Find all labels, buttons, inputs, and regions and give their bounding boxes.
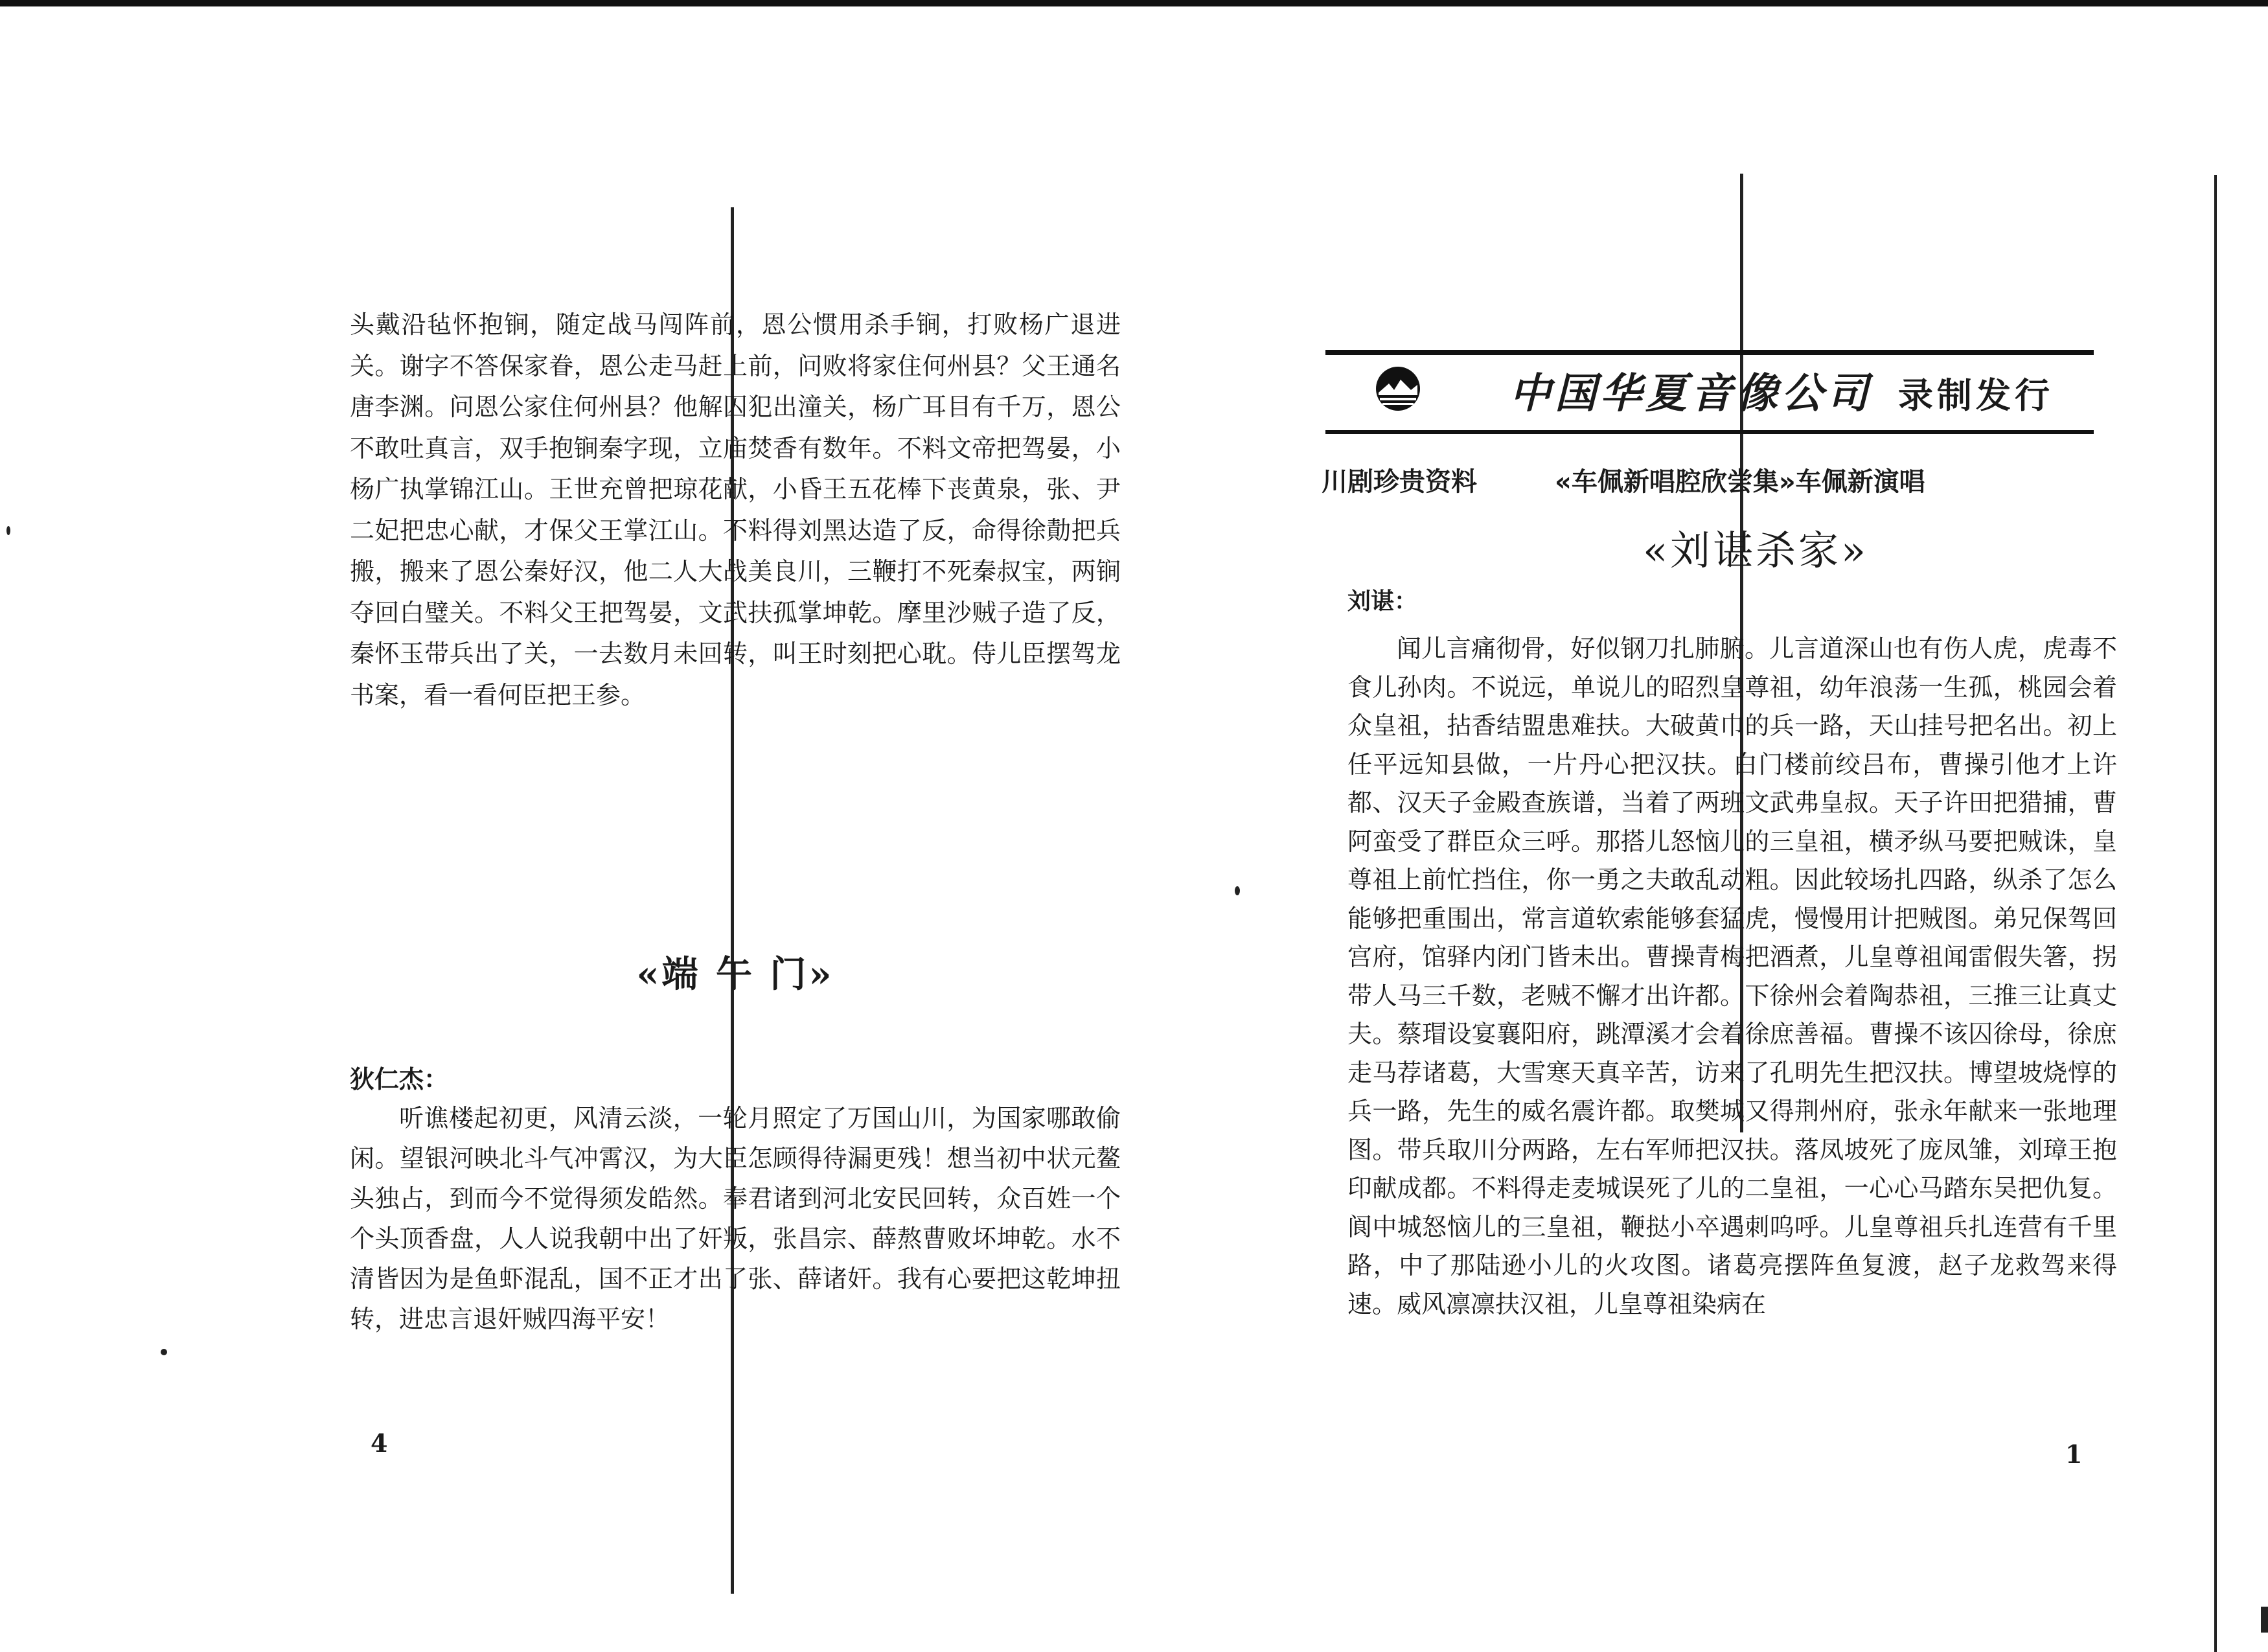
speech-text: 闻儿言痛彻骨，好似钢刀扎肺腑。儿言道深山也有伤人虎，虎毒不食儿孙肉。不说远，单说儿的昭烈皇尊祖，幼年浪荡一生孤，桃园会着众皇祖，拈香结盟患难扶。大破黄巾的兵一路，天山挂号把名出。初上任平远知县做，一片丹心把汉扶。白门楼前绞吕布，曹操引他才上许都、汉天子金殿查族谱，当着了两班文武弗皇叔。天子许田把猎捕，曹阿蛮受了群臣众三呼。那搭儿怒恼儿的三皇祖，横矛纵马要把贼诛，皇尊祖上前忙挡住，你一勇之夫敢乱动粗。因此较场扎四路，纵杀了怎么能够把重围出，常言道软索能够套猛虎，慢慢用计把贼图。弟兄保驾回宫府，馆驿内闭门皆未出。曹操青梅把酒煮，儿皇尊祖闻雷假失箸，拐带人马三千数，老贼不懈才出许都。下徐州会着陶恭祖，三推三让真丈夫。蔡瑁设宴襄阳府，跳潭溪才会着徐庶善福。曹操不该囚徐母，徐庶走马荐诸葛，大雪寒天真辛苦，访来了孔明先生把汉扶。博望坡烧惇的兵一路，先生的威名震许都。取樊城又得荆州府，张永年献来一张地理图。带兵取川分两路，左右军师把汉扶。落凤坡死了庞凤雏，刘璋王抱印献成都。不料得走麦城误死了儿的二皇祖，一心心马踏东吴把仇复。阆中城怒恼儿的三皇祖，鞭挞小卒遇刺呜呼。儿皇尊祖兵扎连营有千里路，中了那陆逊小儿的火攻图。诸葛亮摆阵鱼复渡，赵子龙救驾来得速。威风凛凛扶汉祖，儿皇尊祖染病在 (1347, 634, 2117, 1318)
section-title: «端 午 门» (636, 953, 834, 996)
header-rule-top (1325, 350, 2094, 355)
continuation-text: 头戴沿毡怀抱锏，随定战马闯阵前，恩公惯用杀手锏，打败杨广退进关。谢字不答保家眷，恩公走马赶上前，问败将家住何州县？父王通名唐李渊。问恩公家住何州县？他解囚犯出潼关，杨广耳目有千万，恩公不敢吐真言，双手抱锏秦字现，立庙焚香有数年。不料文帝把驾晏，小杨广执掌锦江山。王世充曾把琼花献，小昏王五花棒下丧黄泉，张、尹二妃把忠心献，才保父王掌江山。不料得刘黑达造了反，命得徐勣把兵搬，搬来了恩公秦好汉，他二人大战美良川，三鞭打不死秦叔宝，两锏夺回白璧关。不料父王把驾晏，文武扶孤掌坤乾。摩里沙贼子造了反，秦怀玉带兵出了关，一去数月未回转，叫王时刻把心耽。侍儿臣摆驾龙书案，看一看何臣把王参。 (350, 310, 1121, 709)
right-page (1347, 583, 2125, 1425)
speck (161, 1349, 167, 1355)
speck (1235, 886, 1240, 895)
company-logo (1373, 364, 1423, 413)
series-label: 川剧珍贵资料 (1322, 467, 1477, 497)
speaker-label: 刘谌： (1347, 588, 1418, 615)
speck (2261, 1607, 2268, 1633)
page-number-right: 1 (2065, 1440, 2083, 1469)
header-suffix: 录制发行 (1898, 374, 2054, 416)
collection-title: «车佩新唱腔欣尝集»车佩新演唱 (1555, 467, 1925, 497)
header-company-name: 中国华夏音像公司 (1509, 369, 1872, 418)
scan-top-edge (0, 0, 2268, 6)
left-page (350, 304, 1127, 1535)
speaker-label: 狄仁杰： (350, 1064, 449, 1094)
page-edge-right (2214, 175, 2217, 1652)
speck (6, 526, 10, 535)
play-title: «刘谌杀家» (1643, 527, 1868, 574)
speech-text: 听谯楼起初更，风清云淡，一轮月照定了万国山川，为国家哪敢偷闲。望银河映北斗气冲霄汉，为大臣怎顾得待漏更残！想当初中状元鳌头独占，到而今不觉得须发皓然。奉君诸到河北安民回转，众百姓一个个头顶香盘，人人说我朝中出了奸叛，张昌宗、薛熬曹败坏坤乾。水不清皆因为是鱼虾混乱，国不正才出了张、薛诸奸。我有心要把这乾坤扭转，进忠言退奸贼四海平安！ (350, 1104, 1121, 1333)
page-number-left: 4 (371, 1428, 388, 1458)
header-rule-bottom (1325, 430, 2094, 434)
